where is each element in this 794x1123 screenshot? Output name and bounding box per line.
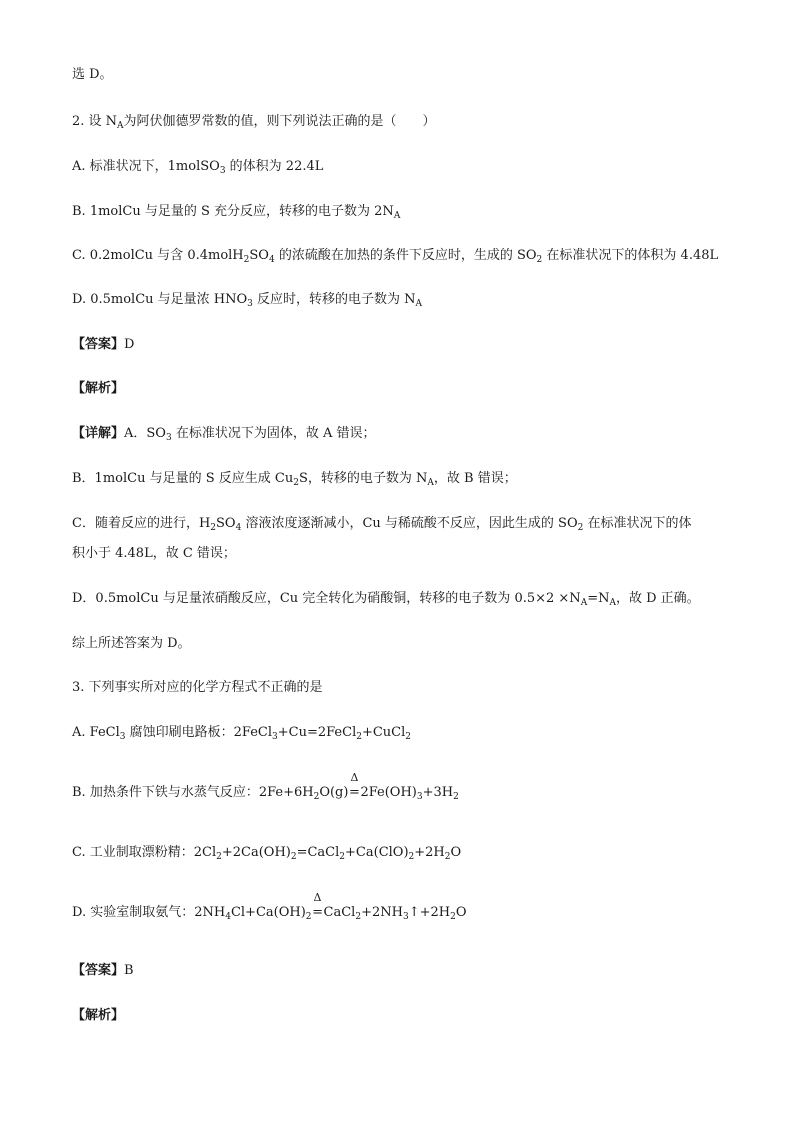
subscript-text: 2 <box>356 732 362 742</box>
subscript-text: A <box>580 598 588 608</box>
subscript-text: 2 <box>313 792 320 802</box>
subscript-text: 2 <box>577 523 584 533</box>
subscript-text: 4 <box>235 523 242 533</box>
question-3-stem <box>72 679 323 697</box>
text-segment: 在标准状况下的体 <box>583 516 692 531</box>
summary-line <box>72 635 191 653</box>
text-segment: SO <box>249 248 269 263</box>
subscript-text: A <box>427 478 434 488</box>
text-segment: 2Fe(OH) <box>360 785 417 800</box>
subscript-text: 3 <box>165 433 172 443</box>
text-segment: 在标准状况下为固体，故 A 错误； <box>171 426 376 441</box>
text-segment: 【解析】 <box>72 381 125 396</box>
text-segment: A. FeCl <box>72 725 120 740</box>
text-segment: 【解析】 <box>72 1008 125 1023</box>
text-segment: A. 标准状况下，1molSO <box>72 159 220 174</box>
text-segment: O <box>450 845 462 860</box>
subscript-text: 3 <box>219 166 226 176</box>
subscript-text: 2 <box>216 852 222 862</box>
text-segment: D. 0.5molCu 与足量浓 HNO <box>72 292 248 307</box>
question-2-option-a <box>72 158 323 176</box>
question-2-analysis-heading <box>72 380 124 398</box>
text-segment: ，故 B 错误； <box>433 471 517 486</box>
text-segment: C．随着反应的进行，H <box>72 516 211 531</box>
detail-line-a <box>72 425 376 443</box>
question-3-answer <box>72 962 134 980</box>
subscript-text: 3 <box>119 732 126 742</box>
text-segment: 选 D。 <box>72 67 113 82</box>
text-segment: B. 1molCu 与足量的 S 充分反应，转移的电子数为 2N <box>72 204 394 219</box>
text-segment: +2H <box>414 845 445 860</box>
question-2-option-c <box>72 247 718 265</box>
subscript-text: 2 <box>453 792 459 802</box>
subscript-text: 2 <box>450 912 456 922</box>
detail-line-b <box>72 470 517 488</box>
subscript-text: 2 <box>444 852 451 862</box>
text-segment: +2Ca(OH) <box>221 845 291 860</box>
text-segment: 3. 下列事实所对应的化学方程式不正确的是 <box>72 680 323 695</box>
text-segment: C. 工业制取漂粉精：2Cl <box>72 845 217 860</box>
answer-tag: 【答案】 <box>72 337 125 352</box>
text-segment: CaCl <box>323 905 356 920</box>
text-segment: O <box>455 905 467 920</box>
question-3-option-d <box>72 891 467 922</box>
subscript-text: 2 <box>405 732 412 742</box>
text-segment: D．0.5molCu 与足量浓硝酸反应，Cu 完全转化为硝酸铜，转移的电子数为 0.5×2 ×N <box>72 591 581 606</box>
question-3-analysis-heading <box>72 1007 124 1025</box>
prev-answer-line <box>72 66 113 84</box>
text-segment: B．1molCu 与足量的 S 反应生成 Cu <box>72 471 294 486</box>
question-3-option-a <box>72 724 411 742</box>
delta-symbol: Δ <box>350 771 359 784</box>
subscript-text: 2 <box>408 852 415 862</box>
text-segment: SO <box>216 516 236 531</box>
text-segment: A．SO <box>124 426 166 441</box>
text-segment: +Ca(ClO) <box>345 845 409 860</box>
text-segment: ↑+2H <box>408 905 451 920</box>
text-segment: +Cu=2FeCl <box>277 725 357 740</box>
text-segment: = <box>349 785 360 800</box>
subscript-text: A <box>117 121 124 131</box>
question-2-option-b <box>72 203 400 221</box>
text-segment: 的浓硫酸在加热的条件下反应时，生成的 SO <box>274 248 537 263</box>
answer-value: D <box>124 337 135 352</box>
question-3-option-c <box>72 844 461 862</box>
answer-value: B <box>124 963 134 978</box>
text-segment: 积小于 4.48L，故 C 错误； <box>72 546 236 561</box>
detail-line-c <box>72 515 692 533</box>
answer-tag: 【答案】 <box>72 963 125 978</box>
delta-symbol: Δ <box>313 891 322 904</box>
subscript-text: 3 <box>416 792 423 802</box>
detail-tag: 【详解】 <box>72 426 125 441</box>
text-segment: S，转移的电子数为 N <box>298 471 428 486</box>
text-segment: B. 加热条件下铁与水蒸气反应：2Fe+6H <box>72 785 314 800</box>
subscript-text: 3 <box>272 732 278 742</box>
heating-equals-sign <box>312 891 324 922</box>
text-segment: 为阿伏伽德罗常数的值，则下列说法正确的是（ ） <box>123 114 436 129</box>
text-segment: 综上所述答案为 D。 <box>72 636 191 651</box>
text-segment: ，故 D 正确。 <box>615 591 700 606</box>
text-segment: +3H <box>422 785 454 800</box>
subscript-text: A <box>415 299 423 309</box>
subscript-text: 2 <box>290 852 297 862</box>
text-segment: Cl+Ca(OH) <box>230 905 306 920</box>
subscript-text: 2 <box>339 852 346 862</box>
text-segment: 腐蚀印刷电路板：2FeCl <box>125 725 273 740</box>
text-segment: +2NH <box>361 905 403 920</box>
text-segment: +CuCl <box>361 725 406 740</box>
question-2-answer <box>72 336 134 354</box>
subscript-text: 4 <box>225 912 231 922</box>
subscript-text: 2 <box>305 912 312 922</box>
text-segment: = <box>312 905 323 920</box>
text-segment: =CaCl <box>296 845 340 860</box>
subscript-text: A <box>609 598 616 608</box>
text-segment: 2. 设 N <box>72 114 118 129</box>
detail-line-c-cont <box>72 545 236 563</box>
text-segment: 的体积为 22.4L <box>225 159 324 174</box>
question-3-option-b <box>72 771 459 802</box>
text-segment: D. 实验室制取氨气：2NH <box>72 905 226 920</box>
subscript-text: 2 <box>536 255 543 265</box>
heating-equals-sign <box>348 771 360 802</box>
subscript-text: 2 <box>243 255 250 265</box>
subscript-text: 3 <box>247 299 253 309</box>
text-segment: C. 0.2molCu 与含 0.4molH <box>72 248 244 263</box>
question-2-stem <box>72 113 436 131</box>
question-2-option-d <box>72 291 422 309</box>
text-segment: 溶液浓度逐渐减小，Cu 与稀硫酸不反应，因此生成的 SO <box>241 516 578 531</box>
subscript-text: 2 <box>355 912 362 922</box>
subscript-text: 2 <box>293 478 299 488</box>
subscript-text: 4 <box>268 255 275 265</box>
subscript-text: A <box>393 211 401 221</box>
text-segment: 反应时，转移的电子数为 N <box>252 292 416 307</box>
text-segment: =N <box>587 591 610 606</box>
subscript-text: 3 <box>402 912 409 922</box>
text-segment: O(g) <box>319 785 349 800</box>
text-segment: 在标准状况下的体积为 4.48L <box>542 248 719 263</box>
subscript-text: 2 <box>210 523 217 533</box>
detail-line-d <box>72 590 700 608</box>
